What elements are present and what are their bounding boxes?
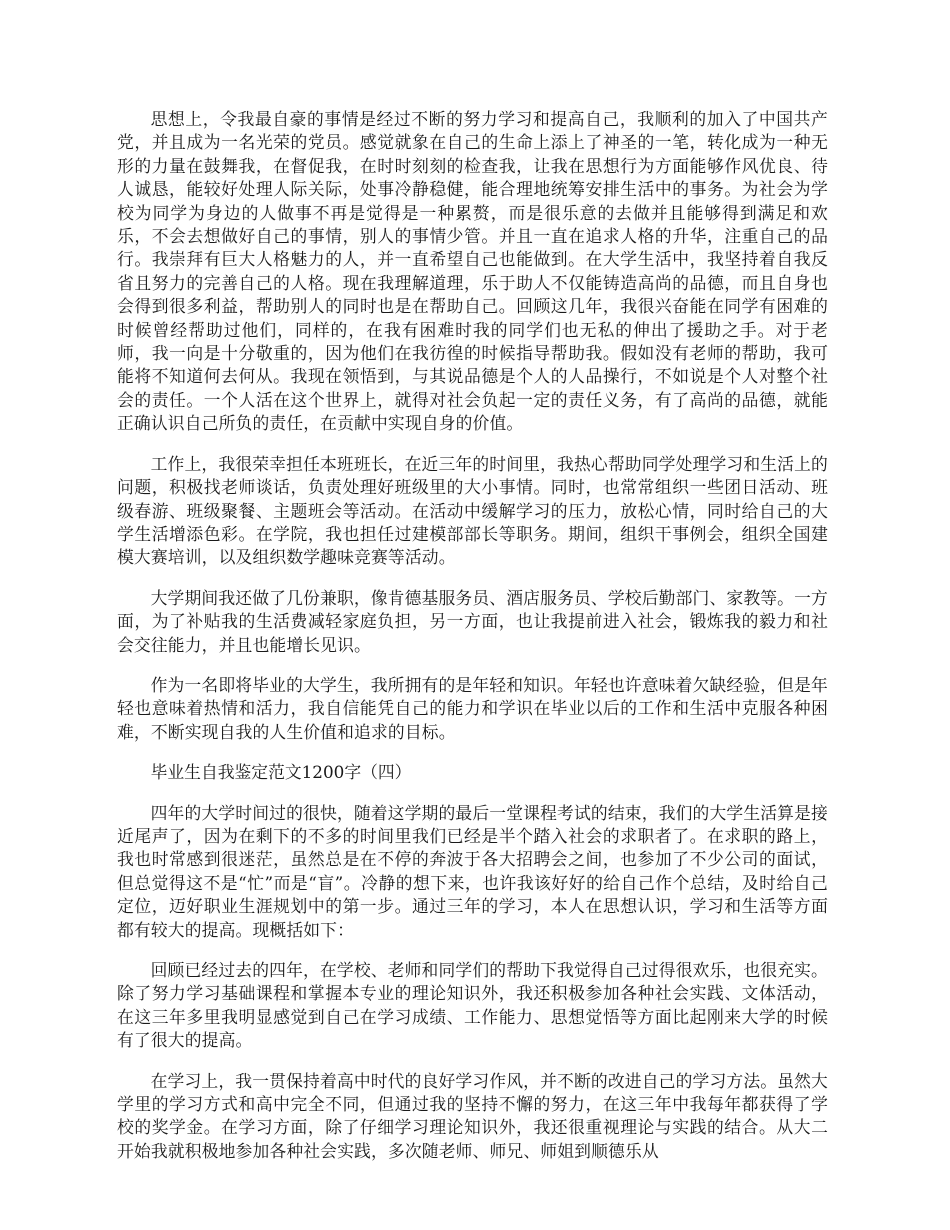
paragraph-work: 工作上，我很荣幸担任本班班长，在近三年的时间里，我热心帮助同学处理学习和生活上的问题，积极找老师谈话，负责处理好班级里的大小事情。同时，也常常组织一些团日活动、班级春游、班级聚餐、主题班会等活动。在活动中缓解学习的压力，放松心情，同时给自己的大学生活增添色彩。在学院，我也担任过建模部部长等职务。期间，组织干事例会，组织全国建模大赛培训，以及组织数学趣味竞赛等活动。	[117, 453, 828, 568]
paragraph-part-time: 大学期间我还做了几份兼职，像肯德基服务员、酒店服务员、学校后勤部门、家教等。一方面，为了补贴我的生活费减轻家庭负担，另一方面，也让我提前进入社会，锻炼我的毅力和社会交往能力，并且也能增长见识。	[117, 587, 828, 655]
paragraph-review: 回顾已经过去的四年，在学校、老师和同学们的帮助下我觉得自己过得很欢乐，也很充实。除了努力学习基础课程和掌握本专业的理论知识外，我还积极参加各种社会实践、文体活动，在这三年多里我明显感觉到自己在学习成绩、工作能力、思想觉悟等方面比起刚来大学的时候有了很大的提高。	[117, 960, 828, 1051]
paragraph-ideology: 思想上，令我最自豪的事情是经过不断的努力学习和提高自己，我顺利的加入了中国共产党，并且成为一名光荣的党员。感觉就象在自己的生命上添上了神圣的一笔，转化成为一种无形的力量在鼓舞我，在督促我，在时时刻刻的检查我，让我在思想行为方面能够作风优良、待人诚恳，能较好处理人际关际，处事冷静稳健，能合理地统筹安排生活中的事务。为社会为学校为同学为身边的人做事不再是觉得是一种累赘，而是很乐意的去做并且能够得到满足和欢乐，不会去想做好自己的事情，别人的事情少管。并且一直在追求人格的升华，注重自己的品行。我崇拜有巨大人格魅力的人，并一直希望自己也能做到。在大学生活中，我坚持着自我反省且努力的完善自己的人格。现在我理解道理，乐于助人不仅能铸造高尚的品德，而且自身也会得到很多利益，帮助别人的同时也是在帮助自己。回顾这几年，我很兴奋能在同学有困难的时候曾经帮助过他们，同样的，在我有困难时我的同学们也无私的伸出了援助之手。对于老师，我一向是十分敬重的，因为他们在我彷徨的时候指导帮助我。假如没有老师的帮助，我可能将不知道何去何从。我现在领悟到，与其说品德是个人的人品操行，不如说是个人对整个社会的责任。一个人活在这个世界上，就得对社会负起一定的责任义务，有了高尚的品德，就能正确认识自己所负的责任，在贡献中实现自身的价值。	[117, 109, 828, 434]
section-heading: 毕业生自我鉴定范文1200字（四）	[150, 762, 412, 783]
paragraph-graduate: 作为一名即将毕业的大学生，我所拥有的是年轻和知识。年轻也许意味着欠缺经验，但是年轻也意味着热情和活力，我自信能凭自己的能力和学识在毕业以后的工作和生活中克服各种困难，不断实现自我的人生价值和追求的目标。	[117, 674, 828, 742]
paragraph-study: 在学习上，我一贯保持着高中时代的良好学习作风，并不断的改进自己的学习方法。虽然大学里的学习方式和高中完全不同，但通过我的坚持不懈的努力，在这三年中我每年都获得了学校的奖学金。在学习方面，除了仔细学习理论知识外，我还很重视理论与实践的结合。从大二开始我就积极地参加各种社会实践，多次随老师、师兄、师姐到顺德乐从	[117, 1070, 828, 1161]
paragraph-four-years: 四年的大学时间过的很快，随着这学期的最后一堂课程考试的结束，我们的大学生活算是接近尾声了，因为在剩下的不多的时间里我们已经是半个踏入社会的求职者了。在求职的路上，我也时常感到很迷茫，虽然总是在不停的奔波于各大招聘会之间，也参加了不少公司的面试，但总觉得这不是“忙”而是“盲”。冷静的想下来，也许我该好好的给自己作个总结，及时给自己定位，迈好职业生涯规划中的第一步。通过三年的学习，本人在思想认识，学习和生活等方面都有较大的提高。现概括如下：	[117, 802, 828, 940]
